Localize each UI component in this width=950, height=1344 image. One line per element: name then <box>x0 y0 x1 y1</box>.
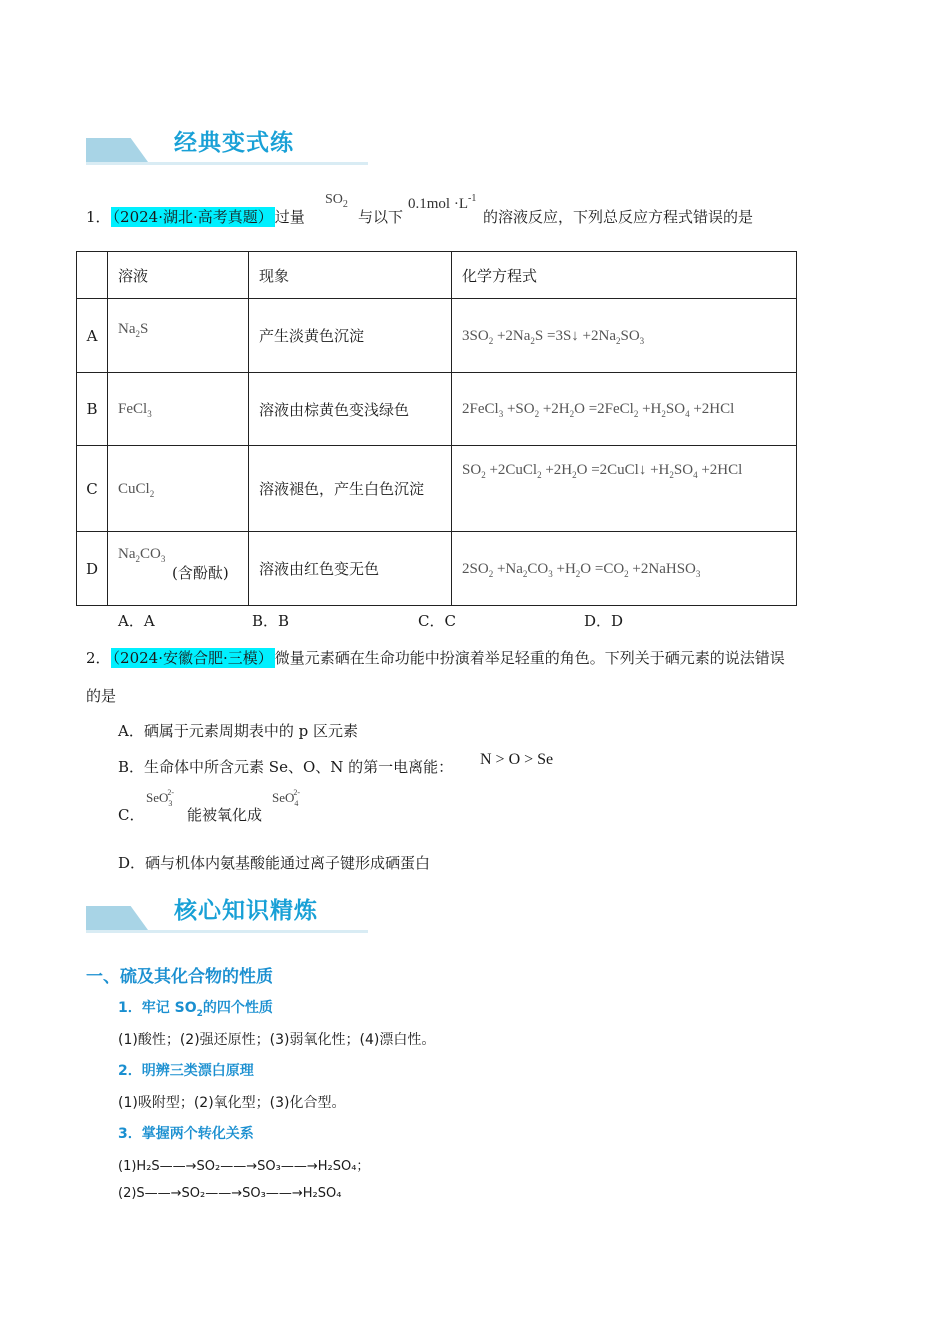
question-source-tag: （2024·安徽合肥·三模） <box>112 649 273 667</box>
title-text: 1．牢记 SO <box>118 1000 197 1016</box>
question-number: 1． <box>86 208 111 226</box>
knowledge-item-body: (1)吸附型；(2)氧化型；(3)化合型。 <box>118 1095 346 1111</box>
solution-cell <box>108 446 249 532</box>
phenomenon-cell: 产生淡黄色沉淀 <box>249 299 452 373</box>
solution-cell <box>108 299 249 373</box>
question-text-3: 的溶液反应，下列总反应方程式错误的是 <box>483 208 754 226</box>
option-d[interactable]: D．硒与机体内氨基酸能通过离子键形成硒蛋白 <box>118 854 431 872</box>
table-header-cell: 溶液 <box>108 252 249 299</box>
formula-so2 <box>325 192 348 208</box>
conversion-line-1: (1)H₂S——→SO₂——→SO₃——→H₂SO₄； <box>118 1159 370 1174</box>
knowledge-item-title <box>118 997 273 1019</box>
option-text: B．生命体中所含元素 Se、O、N 的第一电离能： <box>118 758 454 776</box>
equation: $2SO_2 +Na_2CO_3 +H_2O =CO_2$ +2NaHSO$_3$ <box>462 560 701 579</box>
knowledge-heading: 一、硫及其化合物的性质 <box>86 967 273 987</box>
equation-cell <box>452 373 797 446</box>
option-b[interactable] <box>118 756 453 777</box>
header-underline <box>86 162 368 165</box>
equation-cell <box>452 532 797 606</box>
knowledge-item-title: 3．掌握两个转化关系 <box>118 1126 254 1142</box>
table-header-row <box>77 252 797 299</box>
question-number: 2． <box>86 649 111 667</box>
phenomenon-cell: 溶液由棕黄色变浅绿色 <box>249 373 452 446</box>
formula-concentration <box>408 193 477 213</box>
formula-ionization-order: N > O > Se <box>480 751 554 768</box>
title-text: 的四个性质 <box>202 1000 273 1016</box>
solution-formula: $Na_2S$ <box>118 321 149 339</box>
solution-note: (含酚酞) <box>172 564 229 582</box>
solution-cell <box>108 532 249 606</box>
reaction-table <box>76 251 797 606</box>
knowledge-item-title: 2．明辨三类漂白原理 <box>118 1063 254 1079</box>
section-header-1 <box>86 130 368 168</box>
solution-formula: FeCl$_3$ <box>118 401 152 419</box>
row-key: B <box>77 373 108 446</box>
section-title: 经典变式练 <box>174 130 294 156</box>
question-source-tag: （2024·湖北·高考真题） <box>112 208 273 226</box>
row-key: C <box>77 446 108 532</box>
question-1-stem <box>86 206 305 227</box>
table-row <box>77 373 797 446</box>
row-key: A <box>77 299 108 373</box>
table-row <box>77 446 797 532</box>
table-row <box>77 532 797 606</box>
solution-cell <box>108 373 249 446</box>
question-text-2: 与以下 <box>358 208 404 226</box>
equation: $SO_2$ +2CuCl$_2$ $+2H_2O$ =2CuCl↓ $+H_2SO_4 +2HCl$ <box>462 462 743 480</box>
table-header-cell: 现象 <box>249 252 452 299</box>
conversion-line-2: (2)S——→SO₂——→SO₃——→H₂SO₄ <box>118 1186 342 1201</box>
header-decoration <box>86 138 148 162</box>
phenomenon-cell: 溶液褪色，产生白色沉淀 <box>249 446 452 532</box>
option-c[interactable]: C．C <box>418 612 456 630</box>
option-c[interactable] <box>118 804 144 825</box>
option-a[interactable]: A．A <box>118 612 155 630</box>
table-row <box>77 299 797 373</box>
question-2-stem <box>86 647 785 668</box>
phenomenon-cell: 溶液由红色变无色 <box>249 532 452 606</box>
ion-selenite: SeO$_3^{2-}$ <box>146 788 175 808</box>
title-subscript: 2 <box>196 1008 203 1019</box>
ion-selenate: SeO$_4^{2-}$ <box>272 788 301 808</box>
equation-cell <box>452 446 797 532</box>
header-decoration <box>86 906 148 930</box>
solution-formula: CuCl$_2$ <box>118 480 155 499</box>
question-text-line2: 的是 <box>86 687 117 705</box>
equation: 2FeCl$_3$ $+SO_2 +2H_2O$ =2FeCl$_2$ $+H_2SO_4 +2HCl$ <box>462 401 735 419</box>
equation-cell <box>452 299 797 373</box>
section-title: 核心知识精炼 <box>174 898 318 924</box>
option-a[interactable]: A．硒属于元素周期表中的 p 区元素 <box>118 722 358 740</box>
table-header-cell <box>77 252 108 299</box>
formula-text: 0.1mol ·L <box>408 196 468 212</box>
option-label: C． <box>118 806 145 824</box>
solution-formula: $Na_2CO_3$ <box>118 546 166 564</box>
formula-subscript: 2 <box>342 199 348 210</box>
header-underline <box>86 930 368 933</box>
row-key: D <box>77 532 108 606</box>
option-d[interactable]: D．D <box>584 612 624 630</box>
question-text: 过量 <box>274 208 305 226</box>
knowledge-item-body: (1)酸性；(2)强还原性；(3)弱氧化性；(4)漂白性。 <box>118 1032 436 1048</box>
table-header-cell: 化学方程式 <box>452 252 797 299</box>
formula-superscript: -1 <box>468 193 477 204</box>
equation: $3SO_2 +2Na_2S$ =3S↓ $+2Na_2SO_3$ <box>462 327 645 346</box>
question-text: 微量元素硒在生命功能中扮演着举足轻重的角色。下列关于硒元素的说法错误 <box>274 649 785 667</box>
section-header-2 <box>86 898 368 936</box>
option-b[interactable]: B．B <box>252 612 290 630</box>
formula-text: SO <box>325 192 343 207</box>
option-c-text: 能被氧化成 <box>187 806 263 824</box>
